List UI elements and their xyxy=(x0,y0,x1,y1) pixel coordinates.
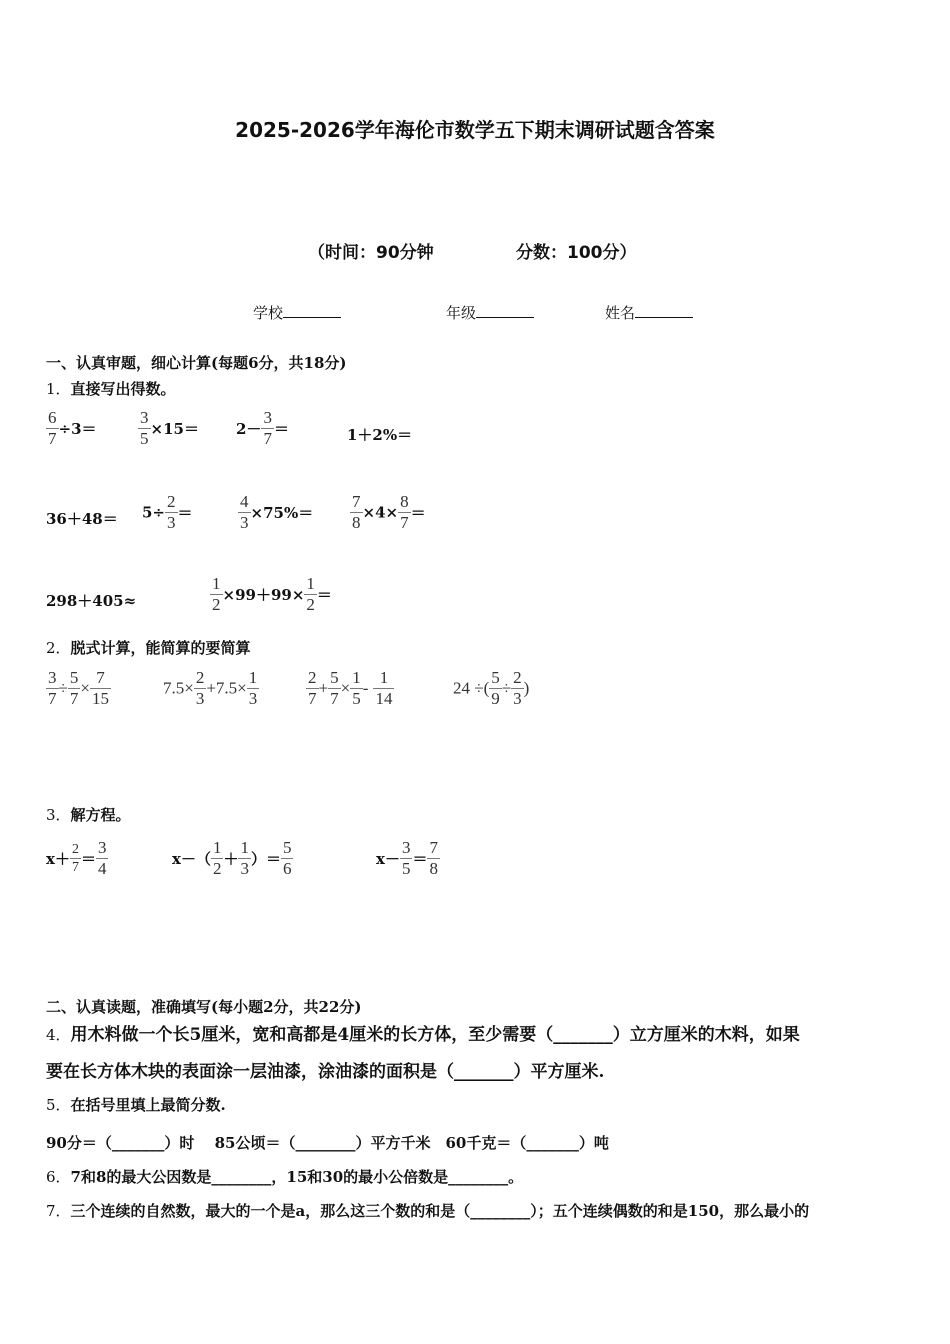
q2-expr-4: 24 ÷( $\frac{5}{9}$ ÷ $\frac{2}{3}$ ) xyxy=(453,668,530,708)
question-2: 2．脱式计算，能简算的要简算 xyxy=(46,639,251,657)
grade-field[interactable] xyxy=(446,302,534,323)
q1-item-6: 5÷ $\frac{2}{3}$ ＝ xyxy=(142,492,193,532)
q1-item-3: 2－ $\frac{3}{7}$ ＝ xyxy=(236,408,289,448)
school-label: 学校 xyxy=(253,304,284,322)
q1-item-7: $\frac{4}{3}$ ×75%＝ xyxy=(240,492,314,532)
q3-eq-1: x＋ $\frac{2}{7}$ ＝ $\frac{3}{4}$ xyxy=(46,838,107,878)
q3-eq-2: x－（ $\frac{1}{2}$ ＋ $\frac{1}{3}$ ）＝ $\frac{5}{6}$ xyxy=(172,838,292,878)
total-score: 分数：100分） xyxy=(516,243,637,263)
question-6: 6．7和8的最大公因数是________，15和30的最小公倍数是________。 xyxy=(46,1168,524,1186)
name-field[interactable] xyxy=(605,302,693,323)
q1-item-4: 1＋2%＝ xyxy=(347,426,413,444)
q1-item-1: $\frac{6}{7}$ ÷3＝ xyxy=(48,408,97,448)
q1-item-5: 36＋48＝ xyxy=(46,510,118,528)
question-5-blanks: 90分＝（_______）时 85公顷＝（________）平方千米 60千克＝（_______）吨 xyxy=(46,1134,609,1152)
q3-eq-3: x－ $\frac{3}{5}$ ＝ $\frac{7}{8}$ xyxy=(376,838,438,878)
q2-expr-1: $\frac{3}{7}$ ÷ $\frac{5}{7}$ × $\frac{7}{15}$ xyxy=(48,668,109,708)
question-3: 3．解方程。 xyxy=(46,806,131,824)
q2-expr-2: 7.5× $\frac{2}{3}$ +7.5× $\frac{1}{3}$ xyxy=(163,668,258,708)
time-limit: （时间：90分钟 xyxy=(308,243,434,263)
question-7: 7．三个连续的自然数，最大的一个是a，那么这三个数的和是（________）；五个连续偶数的和是150，那么最小的 xyxy=(46,1202,810,1220)
question-4-line-2: 要在长方体木块的表面涂一层油漆，涂油漆的面积是（_______）平方厘米. xyxy=(46,1062,605,1082)
question-1: 1．直接写出得数。 xyxy=(46,380,176,398)
page-title: 2025-2026学年海伦市数学五下期末调研试题含答案 xyxy=(235,118,715,142)
section-1-heading: 一、认真审题，细心计算(每题6分，共18分) xyxy=(46,354,347,372)
q1-item-8: $\frac{7}{8}$ ×4× $\frac{8}{7}$ ＝ xyxy=(352,492,426,532)
q1-item-10: $\frac{1}{2}$ ×99＋99× $\frac{1}{2}$ ＝ xyxy=(212,574,332,614)
question-5: 5．在括号里填上最简分数. xyxy=(46,1096,226,1114)
grade-label: 年级 xyxy=(446,304,477,322)
q1-item-9: 298＋405≈ xyxy=(46,592,137,610)
q2-expr-3: $\frac{2}{7}$ + $\frac{5}{7}$ × $\frac{1}{5}$ - $\frac{1}{14}$ xyxy=(308,668,393,708)
school-field[interactable] xyxy=(253,302,341,323)
q1-item-2: $\frac{3}{5}$ ×15＝ xyxy=(140,408,199,448)
name-label: 姓名 xyxy=(605,304,636,322)
section-2-heading: 二、认真读题，准确填写(每小题2分，共22分) xyxy=(46,998,362,1016)
question-4-line-1: 4．用木料做一个长5厘米，宽和高都是4厘米的长方体，至少需要（_______）立方厘米的木料，如果 xyxy=(46,1025,800,1045)
